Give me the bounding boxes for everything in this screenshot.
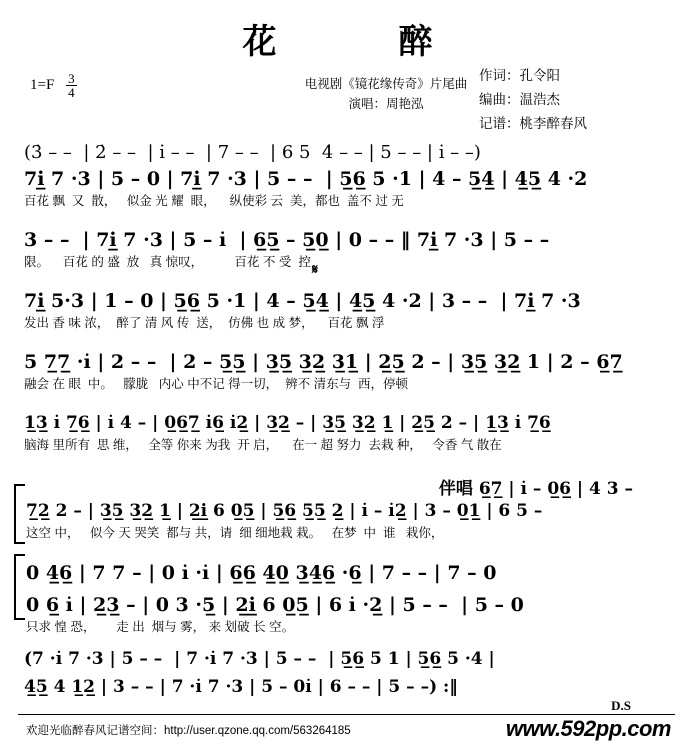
ds-mark: D.S: [611, 698, 631, 713]
time-signature-numerator: 3: [68, 71, 75, 86]
lyrics-line-2: 限。 百花 的 盛 放 真 惊叹， 百花 不 受 控: [24, 255, 311, 269]
lyrics-line-4: 融会 在 眼 中。 朦胧 内心 中不记 得一切， 辨不 清东与 西，停顿: [24, 377, 409, 391]
subtitle-block: [276, 74, 496, 114]
pickup-measure: (3̇ – – | 2̇ – – | i̇ – – | 7 – – | 6 5 4̇ – – | 5 – – | i̇ – –): [24, 142, 481, 163]
lyrics-line-6: 这空 中， 似今 天 哭笑 都与 共，请 细 细地栽 栽。 在梦 中 谁 栽你，: [26, 526, 444, 540]
sheet-music-page: [0, 14, 693, 755]
notes-line-8: 0 6̲ i̇ | 2̲3̲ – | 0 3 ·5̲ | 2̲i̲ 6 0̲5̲ | 6 i̇ ·2̲ | 5 – – | 5 – 0: [26, 594, 524, 616]
notes-line-4: 5 7̲7̲ ·i̇ | 2 – – | 2 – 5̲5̲ | 3̲5̲ 3̲2̲ 3̲1̲ | 2̲5̲ 2 – | 3̲5̲ 3̲2̲ 1 | 2 – 6̲7̲: [24, 351, 623, 373]
coda-line-1: (7 ·i̇ 7 ·3 | 5 – – | 7 ·i̇ 7 ·3 | 5 – – | 5̲6̲ 5 1 | 5̲6̲ 5 ·4 |: [24, 649, 495, 669]
footer-divider: [18, 714, 675, 715]
notes-line-1: 7i̲ 7 ·3 | 5 – 0 | 7i̲ 7 ·3 | 5 – – | 5̲6̲ 5 ·1 | 4 – 5̲4̲ | 4̲5̲ 4 ·2: [24, 168, 588, 190]
composer-line: 编曲：温浩杰: [479, 92, 560, 107]
notes-line-7: 0 4̲6̲ | 7 7 – | 0 i̇ ·i̇ | 6̲6̲ 4̲0̲ 3̲4̲6̲ ·6̲ | 7 – – | 7 – 0: [26, 562, 497, 584]
segno-mark: 𝄋: [312, 262, 319, 278]
notes-line-5: 1̲3̲ i̇ 7̲6̲ | i̇ 4 – | 0̲6̲7̲ i̇6̲ i̇2̲ | 3̲2̲ – | 3̲5̲ 3̲2̲ 1̲ | 2̲5̲ 2 – | 1̲3̲ i̇ 7̲6̲: [24, 413, 551, 433]
backing-vocal-pickup: 伴唱 6̲7̲ | i̇ – 0̲6̲ | 4 3 –: [438, 479, 633, 499]
repeat-bracket-1: [14, 484, 25, 544]
repeat-bracket-2: [14, 554, 25, 620]
notator-line: 记谱：桃李醉春风: [479, 116, 587, 131]
credits-block: [479, 64, 669, 136]
key-signature: [30, 72, 77, 99]
lyricist-line: 作词：孔令阳: [479, 68, 560, 83]
notes-line-6: 7̲2̲ 2 – | 3̲5̲ 3̲2̲ 1̲ | 2̲i̲ 6 0̲5̲ | 5̲6̲ 5̲5̲ 2̲ | i̇ – i̇2̲ | 3 – 0̲1̲ | 6 5 –: [26, 501, 543, 521]
time-signature-denominator: 4: [68, 85, 75, 100]
notes-line-2: 3 – – | 7i̲ 7 ·3 | 5 – i̇ | 6̲5̲ – 5̲0̲ | 0 – – ‖ 7i̲ 7 ·3 | 5 – –: [24, 229, 550, 251]
time-signature: [66, 72, 77, 99]
notes-line-3: 7i̲ 5·3 | 1 – 0 | 5̲6̲ 5 ·1 | 4 – 5̲4̲ | 4̲5̲ 4 ·2 | 3 – – | 7i̲ 7 ·3: [24, 290, 581, 312]
coda-line-2: 4̲5̲ 4 1̲2̲ | 3 – – | 7 ·i̇ 7 ·3 | 5 – 0i̇ | 6 – – | 5 – –) :‖: [24, 677, 458, 697]
lyrics-line-3: 发出 香 味 浓， 醉了 清 风 传 送， 仿佛 也 成 梦， 百花 飘 浮: [24, 316, 385, 330]
footer-note: 欢迎光临醉春风记谱空间：http://user.qzone.qq.com/563264185: [26, 725, 351, 737]
lyrics-line-8: 只求 惶 恐， 走 出 烟与 雾， 来 划破 长 空。: [26, 620, 295, 634]
singer-line: 演唱：周艳泓: [348, 97, 424, 111]
key-value: F: [45, 76, 55, 93]
site-logo[interactable]: www.592pp.com: [505, 716, 671, 741]
page-title: 花 醉: [242, 22, 451, 62]
lyrics-line-1: 百花 飘 又 散， 似金 光 耀 眼， 纵使彩 云 美，都也 盖不 过 无: [24, 194, 404, 208]
lyrics-line-5: 脑海 里所有 思 维， 全等 你来 为我 开 启， 在一 超 努力 去栽 种， 令香 气 散在: [24, 438, 502, 452]
drama-line: 电视剧《镜花缘传奇》片尾曲: [304, 77, 468, 91]
key-label: 1=: [30, 76, 46, 93]
